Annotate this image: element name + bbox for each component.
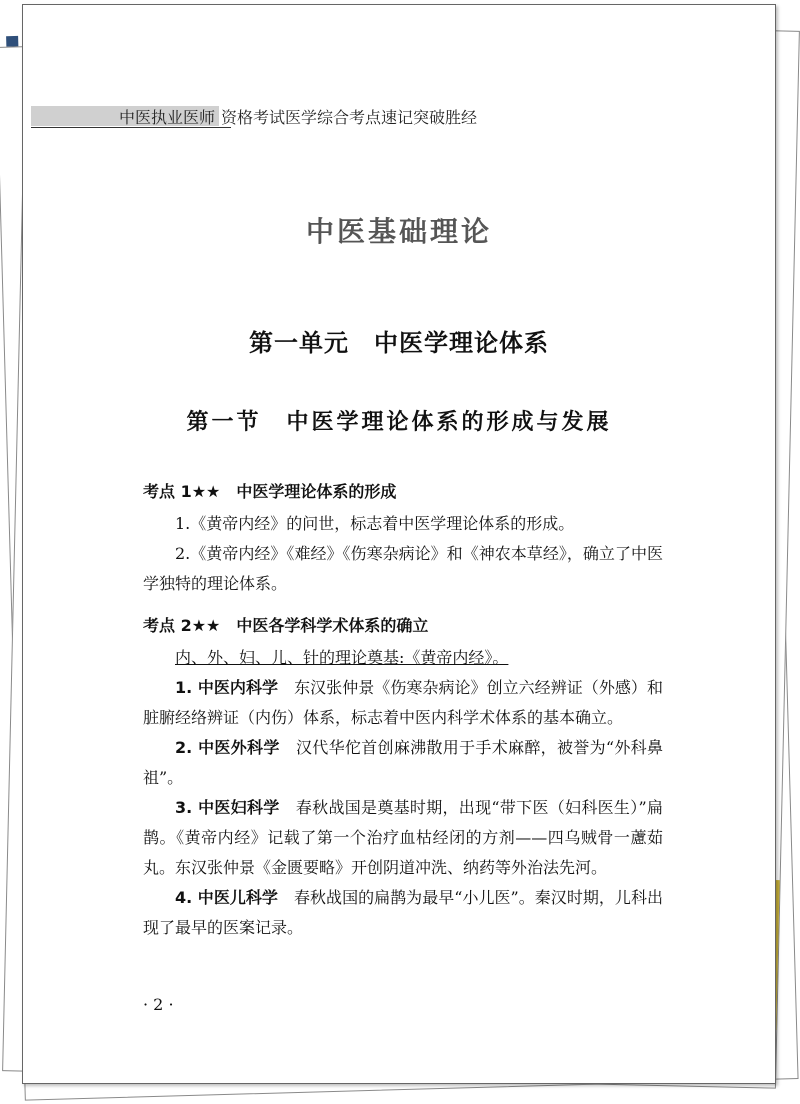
key-point-2-heading: 考点 2★★ 中医各学科学术体系的确立 <box>143 616 429 635</box>
key-point-2-item <box>143 793 663 883</box>
item-text: 春秋战国的扁鹊为最早“小儿医”。秦汉时期，儿科出现了最早的医案记录。 <box>143 888 663 937</box>
page-number: · 2 · <box>143 995 174 1014</box>
header-rule <box>31 127 231 128</box>
chapter-title: 中医基础理论 <box>305 215 492 248</box>
key-point-2-intro <box>143 643 663 673</box>
item-label: 4. 中医儿科学 <box>175 888 278 907</box>
key-point-2-item <box>143 883 663 943</box>
document-page <box>22 4 776 1084</box>
item-label: 3. 中医妇科学 <box>175 798 280 817</box>
running-header <box>31 105 477 127</box>
item-label: 1. 中医内科学 <box>175 678 279 697</box>
item-text: 东汉张仲景《伤寒杂病论》创立六经辨证（外感）和脏腑经络辨证（内伤）体系，标志着中医内科学术体系的基本确立。 <box>143 678 663 727</box>
item-label: 2. 中医外科学 <box>175 738 280 757</box>
item-text: 汉代华佗首创麻沸散用于手术麻醉，被誉为“外科鼻祖”。 <box>143 738 663 787</box>
key-point-1-item: 1.《黄帝内经》的问世，标志着中医学理论体系的形成。 <box>175 514 575 533</box>
key-point-1-item: 2.《黄帝内经》《难经》《伤寒杂病论》和《神农本草经》，确立了中医学独特的理论体系。 <box>143 544 663 593</box>
key-point-1-heading: 考点 1★★ 中医学理论体系的形成 <box>143 482 397 501</box>
key-point-2-item <box>143 673 663 733</box>
header-series-label: 中医执业医师 <box>31 106 219 126</box>
key-point-2-item <box>143 733 663 793</box>
unit-title: 第一单元 中医学理论体系 <box>249 329 549 357</box>
header-book-title: 资格考试医学综合考点速记突破胜经 <box>221 107 478 127</box>
key-point-1-body <box>143 509 663 599</box>
key-point-2-body <box>143 643 663 943</box>
section-title: 第一节 中医学理论体系的形成与发展 <box>186 409 612 435</box>
item-text: 春秋战国是奠基时期，出现“带下医（妇科医生）”扁鹊。《黄帝内经》记载了第一个治疗血枯经闭的方剂——四乌贼骨一藘茹丸。东汉张仲景《金匮要略》开创阴道冲洗、纳药等外治法先河。 <box>143 798 663 877</box>
key-point-2-intro-text: 内、外、妇、儿、针的理论奠基:《黄帝内经》。 <box>175 648 509 667</box>
